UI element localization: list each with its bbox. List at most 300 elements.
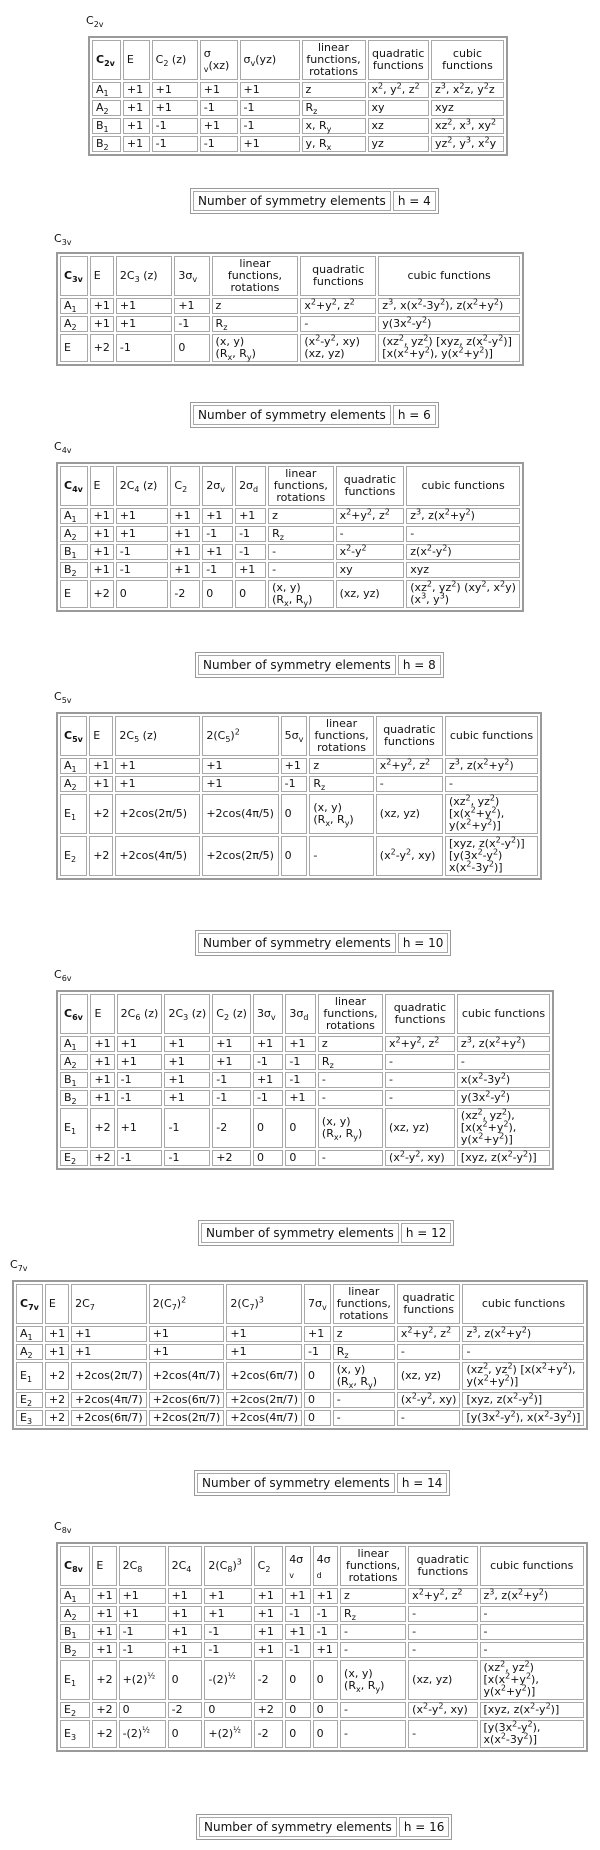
table-row (60, 562, 520, 578)
table-cell: - (408, 1642, 477, 1658)
table-cell: 0 (313, 1720, 338, 1748)
table-cell: +1 (200, 82, 238, 98)
table-cell: +1 (170, 526, 200, 542)
table-cell: (x, y) ($R_x$, $R_y$) (309, 794, 373, 834)
header-cell: quadratic functions (385, 994, 455, 1034)
table-cell: +1 (285, 1624, 310, 1640)
irrep-label: $B_1$ (60, 1072, 88, 1088)
symmetry-elements-label: Number of symmetry elements (193, 405, 391, 425)
table-cell: -1 (200, 100, 238, 116)
irrep-label: $A_1$ (92, 82, 121, 98)
header-cell: E (90, 256, 114, 296)
irrep-label: $E_3$ (60, 1720, 90, 1748)
table-cell: +1 (123, 100, 150, 116)
symmetry-elements-value: h = 12 (401, 1223, 452, 1243)
table-cell: +1 (115, 758, 200, 774)
table-cell: $x^2+y^2$, $z^2$ (336, 508, 405, 524)
table-cell: +1 (92, 1642, 116, 1658)
table-cell: 0 (281, 794, 308, 834)
table-cell: $z^3$, $z(x^2+y^2)$ (462, 1326, 584, 1342)
table-cell: -1 (253, 1090, 283, 1106)
table-cell: ($xz^2$, $yz^2$) [$x(x^2+y^2)$, $y(x^2+y^2)$] (445, 794, 538, 834)
table-cell: ($x^2-y^2$, xy) (xz, yz) (300, 334, 376, 362)
table-cell: - (406, 526, 520, 542)
table-cell: +1 (123, 118, 150, 134)
table-cell: +2cos(4π/7) (149, 1362, 225, 1390)
table-cell: - (318, 1072, 383, 1088)
table-cell: +1 (164, 1090, 210, 1106)
table-cell: -1 (240, 100, 300, 116)
table-cell: -1 (117, 1150, 163, 1166)
table-cell: +2 (254, 1702, 284, 1718)
table-cell: z (340, 1588, 406, 1604)
table-cell: +1 (116, 298, 172, 314)
table-row (16, 1326, 584, 1342)
header-cell: $C_2$ (254, 1546, 284, 1586)
header-cell: $2C_6$ (z) (117, 994, 163, 1034)
table-cell: +1 (200, 118, 238, 134)
table-cell: +2 (90, 1108, 114, 1148)
table-cell: -1 (117, 1090, 163, 1106)
table-cell: $z^3$, $x(x^2-3y^2)$, $z(x^2+y^2)$ (378, 298, 520, 314)
table-cell: +1 (45, 1344, 69, 1360)
table-cell: +1 (285, 1036, 316, 1052)
table-cell: (x, y) ($R_x$, $R_y$) (318, 1108, 383, 1148)
table-cell: -1 (235, 526, 266, 542)
header-cell: cubic functions (457, 994, 550, 1034)
symmetry-elements-count (190, 402, 439, 428)
table-row (16, 1392, 584, 1408)
table-cell: +1 (170, 544, 200, 560)
table-cell: z (268, 508, 333, 524)
table-cell: +1 (212, 1054, 251, 1070)
table-cell: +2 (92, 1660, 116, 1700)
table-cell: +1 (212, 1036, 251, 1052)
table-row (92, 136, 504, 152)
table-cell: +2cos(2π/7) (226, 1392, 302, 1408)
table-cell: y, $R_x$ (302, 136, 366, 152)
header-row (60, 1546, 584, 1586)
table-cell: +2 (90, 1150, 114, 1166)
table-cell: +2cos(6π/7) (226, 1362, 302, 1390)
table-cell: xy (368, 100, 429, 116)
table-cell: +1 (254, 1606, 284, 1622)
header-cell: $2(C_8)^3$ (204, 1546, 251, 1586)
table-cell: +1 (304, 1326, 331, 1342)
table-cell: $x^2-y^2$ (336, 544, 405, 560)
table-cell: - (480, 1642, 584, 1658)
irrep-label: $E_3$ (16, 1410, 43, 1426)
irrep-label: $A_1$ (60, 508, 88, 524)
header-row (16, 1284, 584, 1324)
symmetry-elements-count (198, 1220, 454, 1246)
table-cell: 0 (116, 580, 169, 608)
character-table (12, 1280, 588, 1430)
table-cell: -1 (202, 562, 233, 578)
table-cell: (xz, yz) (397, 1362, 461, 1390)
table-cell: - (480, 1606, 584, 1622)
symmetry-elements-value: h = 6 (393, 405, 436, 425)
table-cell: +1 (170, 562, 200, 578)
header-cell: cubic functions (462, 1284, 584, 1324)
header-cell: linear functions, rotations (309, 716, 373, 756)
table-cell: +1 (240, 136, 300, 152)
table-cell: +1 (90, 1036, 114, 1052)
table-row (60, 298, 520, 314)
table-cell: $z^3$, $z(x^2+y^2)$ (480, 1588, 584, 1604)
table-cell: +1 (90, 508, 114, 524)
table-cell: - (408, 1720, 477, 1748)
table-cell: -2 (168, 1702, 203, 1718)
table-row (60, 334, 520, 362)
header-cell: quadratic functions (336, 466, 405, 506)
table-cell: +1 (254, 1588, 284, 1604)
table-cell: +1 (202, 508, 233, 524)
table-row (60, 776, 538, 792)
header-cell: $C_{6v}$ (60, 994, 88, 1034)
table-cell: 0 (285, 1702, 310, 1718)
table-cell: [xyz, $z(x^2-y^2)$] [$y(3x^2-y^2)$ $x(x^2-3y^2)$] (445, 836, 538, 876)
table-cell: [$y(3x^2-y^2)$, $x(x^2-3y^2)$] (480, 1720, 584, 1748)
header-cell: $2C_3$ (z) (116, 256, 172, 296)
table-cell: +1 (235, 508, 266, 524)
table-cell: 0 (304, 1392, 331, 1408)
table-cell: $R_z$ (340, 1606, 406, 1622)
table-cell: +2cos(6π/7) (71, 1410, 147, 1426)
irrep-label: $E_1$ (60, 794, 87, 834)
irrep-label: $B_2$ (60, 1642, 90, 1658)
table-cell: z (302, 82, 366, 98)
table-cell: z (318, 1036, 383, 1052)
table-cell: +1 (253, 1072, 283, 1088)
irrep-label: $B_2$ (92, 136, 121, 152)
table-cell: +1 (152, 82, 198, 98)
header-cell: $3\sigma_d$ (285, 994, 316, 1034)
table-cell: -1 (119, 1642, 166, 1658)
table-cell: -2 (212, 1108, 251, 1148)
header-cell: quadratic functions (368, 40, 429, 80)
table-cell: $R_z$ (309, 776, 373, 792)
table-cell: +2 (90, 334, 114, 362)
table-cell: ($xz^2$, $yz^2$) [$x(x^2+y^2)$, $y(x^2+y^2)$] (462, 1362, 584, 1390)
table-cell: 0 (168, 1660, 203, 1700)
table-row (92, 100, 504, 116)
table-title: $C_{5v}$ (54, 690, 72, 706)
table-row (60, 508, 520, 524)
table-row (60, 1660, 584, 1700)
header-cell: $C_{2v}$ (92, 40, 121, 80)
header-cell: $C_2$ (z) (212, 994, 251, 1034)
table-cell: -1 (212, 1072, 251, 1088)
table-cell: -1 (253, 1054, 283, 1070)
table-cell: +1 (168, 1606, 203, 1622)
symmetry-elements-value: h = 10 (398, 933, 449, 953)
table-cell: - (336, 526, 405, 542)
header-cell: $C_{3v}$ (60, 256, 88, 296)
table-row (60, 1108, 550, 1148)
table-cell: +1 (164, 1054, 210, 1070)
table-cell: +1 (168, 1624, 203, 1640)
table-cell: +1 (164, 1036, 210, 1052)
table-cell: -1 (152, 118, 198, 134)
table-cell: +2 (89, 794, 113, 834)
header-cell: $C_{5v}$ (60, 716, 87, 756)
irrep-label: $E_2$ (60, 1150, 88, 1166)
header-cell: $7\sigma_v$ (304, 1284, 331, 1324)
header-cell: linear functions, rotations (340, 1546, 406, 1586)
table-cell: +1 (202, 776, 278, 792)
table-cell: (xz, yz) (385, 1108, 455, 1148)
table-cell: 0 (285, 1720, 310, 1748)
table-cell: xz (368, 118, 429, 134)
table-cell: -1 (235, 544, 266, 560)
table-title: $C_{3v}$ (54, 232, 72, 248)
table-cell: 0 (285, 1108, 316, 1148)
table-cell: - (445, 776, 538, 792)
header-cell: $3\sigma_v$ (174, 256, 209, 296)
irrep-label: E (60, 580, 88, 608)
table-cell: +1 (254, 1642, 284, 1658)
table-cell: +2cos(2π/5) (115, 794, 200, 834)
table-row (60, 1090, 550, 1106)
table-cell: (x, y) ($R_x$, $R_y$) (268, 580, 333, 608)
table-cell: +1 (152, 100, 198, 116)
irrep-label: $E_2$ (60, 836, 87, 876)
table-title: $C_{4v}$ (54, 440, 72, 456)
table-cell: -1 (117, 1072, 163, 1088)
irrep-label: E (60, 334, 88, 362)
table-cell: +2 (45, 1362, 69, 1390)
table-cell: -1 (313, 1606, 338, 1622)
table-cell: +1 (281, 758, 308, 774)
table-row (16, 1344, 584, 1360)
table-cell: +2cos(4π/5) (202, 794, 278, 834)
irrep-label: $E_1$ (60, 1660, 90, 1700)
table-cell: +2cos(4π/7) (226, 1410, 302, 1426)
table-cell: ($x^2-y^2$, xy) (408, 1702, 477, 1718)
table-cell: $R_z$ (318, 1054, 383, 1070)
table-cell: -1 (202, 526, 233, 542)
table-cell: -1 (285, 1642, 310, 1658)
table-cell: $x^2$, $y^2$, $z^2$ (368, 82, 429, 98)
table-cell: $R_z$ (212, 316, 299, 332)
table-cell: $x^2+y^2$, $z^2$ (300, 298, 376, 314)
table-cell: [xyz, $z(x^2-y^2)$] (480, 1702, 584, 1718)
table-cell: +2 (45, 1410, 69, 1426)
table-cell: - (408, 1624, 477, 1640)
header-cell: $2C_7$ (71, 1284, 147, 1324)
table-cell: $+(2)^{\frac{1}{2}}$ (204, 1720, 251, 1748)
table-cell: -1 (116, 562, 169, 578)
table-cell: +1 (313, 1588, 338, 1604)
table-cell: 0 (285, 1150, 316, 1166)
table-cell: [xyz, $z(x^2-y^2)$] (462, 1392, 584, 1408)
irrep-label: $B_2$ (60, 562, 88, 578)
table-cell: $-(2)^{\frac{1}{2}}$ (119, 1720, 166, 1748)
table-row (16, 1362, 584, 1390)
table-cell: +2 (90, 580, 114, 608)
table-cell: [xyz, $z(x^2-y^2)$] (457, 1150, 550, 1166)
table-cell: ($xz^2$, $yz^2$), [$x(x^2+y^2)$, $y(x^2+y^2)$] (457, 1108, 550, 1148)
header-cell: $C_{7v}$ (16, 1284, 43, 1324)
header-cell: linear functions, rotations (318, 994, 383, 1034)
table-cell: $x(x^2-3y^2)$ (457, 1072, 550, 1088)
header-cell: E (90, 466, 114, 506)
character-table (56, 462, 524, 612)
table-cell: -1 (164, 1150, 210, 1166)
table-cell: $y(3x^2-y^2)$ (457, 1090, 550, 1106)
table-cell: ($x^2-y^2$, xy) (397, 1392, 461, 1408)
table-cell: 0 (281, 836, 308, 876)
table-cell: xyz (406, 562, 520, 578)
table-cell: - (376, 776, 443, 792)
table-cell: -1 (152, 136, 198, 152)
header-cell: $2C_3$ (z) (164, 994, 210, 1034)
irrep-label: $A_2$ (92, 100, 121, 116)
table-cell: +1 (170, 508, 200, 524)
table-cell: +1 (164, 1072, 210, 1088)
table-cell: - (408, 1606, 477, 1622)
header-row (60, 256, 520, 296)
header-cell: cubic functions (378, 256, 520, 296)
table-cell: - (340, 1720, 406, 1748)
irrep-label: $A_1$ (16, 1326, 43, 1342)
table-cell: - (318, 1090, 383, 1106)
table-row (60, 580, 520, 608)
header-row (60, 994, 550, 1034)
table-cell: -2 (254, 1660, 284, 1700)
table-row (60, 1588, 584, 1604)
table-title: $C_{2v}$ (86, 14, 104, 30)
irrep-label: $E_2$ (60, 1702, 90, 1718)
table-cell: $z(x^2-y^2)$ (406, 544, 520, 560)
table-cell: $yz^2$, $y^3$, $x^2y$ (431, 136, 504, 152)
table-row (16, 1410, 584, 1426)
irrep-label: $A_1$ (60, 298, 88, 314)
table-cell: +1 (90, 562, 114, 578)
table-cell: $z^3$, $z(x^2+y^2)$ (406, 508, 520, 524)
table-cell: +1 (71, 1326, 147, 1342)
table-cell: +1 (92, 1624, 116, 1640)
table-row (60, 526, 520, 542)
table-cell: yz (368, 136, 429, 152)
table-cell: $x^2+y^2$, $z^2$ (408, 1588, 477, 1604)
irrep-label: $A_1$ (60, 1588, 90, 1604)
irrep-label: $E_1$ (60, 1108, 88, 1148)
table-cell: +1 (202, 758, 278, 774)
table-cell: ($xz^2$, $yz^2$) ($xy^2$, $x^2y$) ($x^3$, $y^3$) (406, 580, 520, 608)
table-cell: (xz, yz) (376, 794, 443, 834)
header-cell: $2\sigma_d$ (235, 466, 266, 506)
table-cell: x, $R_y$ (302, 118, 366, 134)
table-cell: -1 (174, 316, 209, 332)
table-cell: +2cos(2π/5) (202, 836, 278, 876)
table-cell: -1 (285, 1054, 316, 1070)
table-cell: 0 (304, 1362, 331, 1390)
table-cell: 0 (285, 1660, 310, 1700)
header-row (92, 40, 504, 80)
table-cell: -2 (170, 580, 200, 608)
header-cell: E (123, 40, 150, 80)
table-cell: +1 (90, 316, 114, 332)
table-cell: +1 (202, 544, 233, 560)
irrep-label: $A_2$ (60, 776, 87, 792)
table-cell: +1 (253, 1036, 283, 1052)
character-table (56, 990, 554, 1170)
header-cell: cubic functions (445, 716, 538, 756)
irrep-label: $A_2$ (60, 316, 88, 332)
table-cell: -1 (204, 1624, 251, 1640)
table-cell: +2cos(2π/7) (71, 1362, 147, 1390)
table-cell: +1 (123, 82, 150, 98)
table-cell: (xz, yz) (336, 580, 405, 608)
symmetry-elements-label: Number of symmetry elements (198, 933, 396, 953)
table-cell: - (333, 1392, 395, 1408)
table-cell: -1 (200, 136, 238, 152)
header-cell: E (92, 1546, 116, 1586)
table-cell: +1 (123, 136, 150, 152)
table-cell: - (462, 1344, 584, 1360)
irrep-label: $A_2$ (60, 526, 88, 542)
header-cell: $2C_4$ (168, 1546, 203, 1586)
header-cell: $2(C_5)^2$ (202, 716, 278, 756)
table-cell: 0 (174, 334, 209, 362)
table-cell: $x^2+y^2$, $z^2$ (397, 1326, 461, 1342)
table-cell: +1 (235, 562, 266, 578)
table-cell: +1 (204, 1606, 251, 1622)
table-cell: +1 (149, 1326, 225, 1342)
table-cell: -1 (116, 544, 169, 560)
header-cell: E (45, 1284, 69, 1324)
table-cell: - (480, 1624, 584, 1640)
table-cell: 0 (168, 1720, 203, 1748)
table-cell: $R_z$ (268, 526, 333, 542)
table-row (60, 1036, 550, 1052)
table-cell: $xz^2$, $x^3$, $xy^2$ (431, 118, 504, 134)
table-row (60, 1702, 584, 1718)
header-cell: $5\sigma_v$ (281, 716, 308, 756)
table-cell: $+(2)^{\frac{1}{2}}$ (119, 1660, 166, 1700)
table-cell: 0 (253, 1150, 283, 1166)
table-cell: 0 (313, 1702, 338, 1718)
header-cell: quadratic functions (397, 1284, 461, 1324)
table-row (60, 1054, 550, 1070)
table-cell: - (268, 544, 333, 560)
irrep-label: $A_2$ (60, 1606, 90, 1622)
table-cell: +2 (212, 1150, 251, 1166)
table-title: $C_{7v}$ (10, 1258, 28, 1274)
table-row (60, 1642, 584, 1658)
table-cell: (xz, yz) (408, 1660, 477, 1700)
table-cell: - (333, 1410, 395, 1426)
header-cell: $2C_4$ (z) (116, 466, 169, 506)
irrep-label: $B_1$ (60, 544, 88, 560)
table-cell: xyz (431, 100, 504, 116)
symmetry-elements-count (190, 188, 439, 214)
table-cell: - (309, 836, 373, 876)
header-cell: quadratic functions (408, 1546, 477, 1586)
table-cell: -1 (285, 1606, 310, 1622)
table-cell: +1 (119, 1606, 166, 1622)
header-cell: σ $_v$(xz) (200, 40, 238, 80)
header-cell: cubic functions (406, 466, 520, 506)
header-row (60, 716, 538, 756)
header-cell: $2(C_7)^3$ (226, 1284, 302, 1324)
table-cell: - (340, 1702, 406, 1718)
irrep-label: $A_1$ (60, 1036, 88, 1052)
header-cell: $C_{8v}$ (60, 1546, 90, 1586)
symmetry-elements-count (194, 1470, 450, 1496)
